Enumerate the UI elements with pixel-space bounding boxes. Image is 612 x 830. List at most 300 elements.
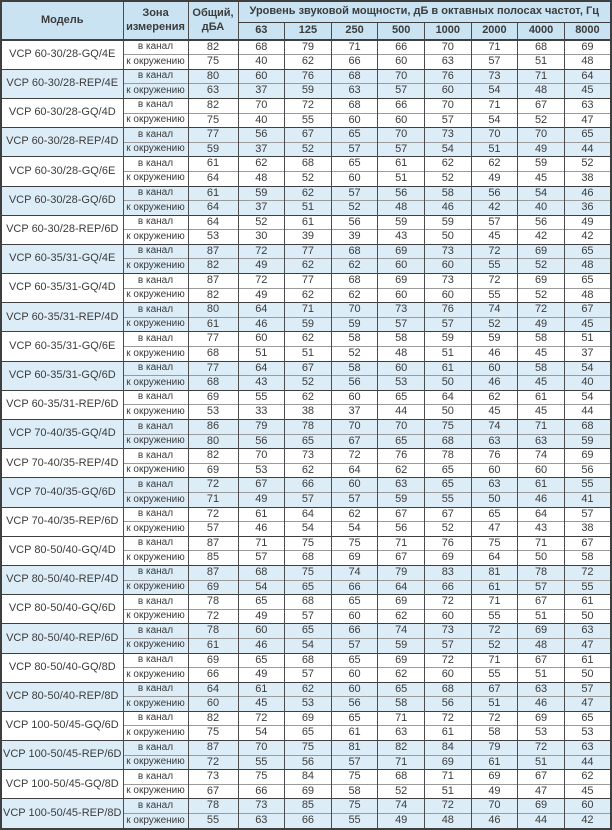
value-cell: 58: [564, 551, 611, 566]
value-cell: 87: [188, 741, 238, 756]
value-cell: 60: [471, 361, 518, 376]
value-cell: 63: [331, 84, 378, 99]
value-cell: 56: [378, 186, 425, 201]
value-cell: 50: [471, 492, 518, 507]
value-cell: 49: [378, 814, 425, 829]
value-cell: 38: [285, 405, 332, 420]
value-cell: 72: [238, 244, 285, 259]
value-cell: 51: [564, 332, 611, 347]
zone-cell-duct: в канал: [123, 69, 188, 84]
value-cell: 70: [238, 98, 285, 113]
value-cell: 45: [518, 376, 565, 391]
value-cell: 53: [188, 230, 238, 245]
col-header-freq-63: 63: [238, 22, 285, 40]
table-row-duct: [1, 449, 611, 464]
value-cell: 37: [331, 405, 378, 420]
value-cell: 67: [378, 551, 425, 566]
value-cell: 62: [238, 157, 285, 172]
value-cell: 72: [471, 244, 518, 259]
col-header-zone: Зона измерения: [123, 1, 188, 40]
value-cell: 50: [564, 668, 611, 683]
value-cell: 52: [285, 142, 332, 157]
value-cell: 69: [188, 653, 238, 668]
value-cell: 46: [425, 201, 472, 216]
value-cell: 63: [564, 741, 611, 756]
value-cell: 78: [425, 449, 472, 464]
table-row-duct: [1, 770, 611, 785]
value-cell: 65: [285, 580, 332, 595]
value-cell: 42: [564, 814, 611, 829]
value-cell: 52: [285, 171, 332, 186]
zone-cell-ambient: к окружению: [123, 376, 188, 391]
value-cell: 55: [331, 814, 378, 829]
value-cell: 60: [471, 463, 518, 478]
value-cell: 69: [518, 274, 565, 289]
value-cell: 87: [188, 565, 238, 580]
value-cell: 61: [188, 157, 238, 172]
value-cell: 57: [285, 668, 332, 683]
value-cell: 61: [564, 595, 611, 610]
value-cell: 56: [238, 128, 285, 143]
value-cell: 52: [471, 638, 518, 653]
value-cell: 72: [188, 478, 238, 493]
value-cell: 65: [378, 682, 425, 697]
table-row-duct: [1, 624, 611, 639]
model-cell: VCP 70-40/35-GQ/4D: [1, 420, 123, 449]
value-cell: 75: [285, 536, 332, 551]
value-cell: 51: [471, 697, 518, 712]
value-cell: 58: [471, 726, 518, 741]
value-cell: 68: [285, 157, 332, 172]
value-cell: 65: [238, 595, 285, 610]
value-cell: 44: [564, 142, 611, 157]
model-cell: VCP 60-30/28-REP/6D: [1, 215, 123, 244]
value-cell: 49: [238, 492, 285, 507]
value-cell: 59: [331, 317, 378, 332]
value-cell: 67: [285, 128, 332, 143]
value-cell: 82: [188, 711, 238, 726]
value-cell: 51: [518, 668, 565, 683]
value-cell: 75: [331, 770, 378, 785]
value-cell: 45: [564, 317, 611, 332]
col-header-freq-8000: 8000: [564, 22, 611, 40]
value-cell: 69: [285, 711, 332, 726]
value-cell: 56: [518, 215, 565, 230]
model-cell: VCP 60-35/31-REP/6D: [1, 390, 123, 419]
value-cell: 70: [425, 40, 472, 55]
value-cell: 56: [331, 376, 378, 391]
value-cell: 78: [188, 595, 238, 610]
value-cell: 72: [188, 507, 238, 522]
value-cell: 39: [285, 230, 332, 245]
value-cell: 71: [378, 536, 425, 551]
value-cell: 68: [378, 770, 425, 785]
value-cell: 60: [188, 697, 238, 712]
value-cell: 62: [564, 770, 611, 785]
value-cell: 72: [238, 711, 285, 726]
value-cell: 57: [331, 142, 378, 157]
value-cell: 60: [331, 390, 378, 405]
value-cell: 54: [331, 522, 378, 537]
zone-cell-duct: в канал: [123, 624, 188, 639]
value-cell: 75: [188, 726, 238, 741]
value-cell: 61: [188, 638, 238, 653]
value-cell: 71: [471, 98, 518, 113]
zone-cell-ambient: к окружению: [123, 697, 188, 712]
value-cell: 42: [564, 230, 611, 245]
value-cell: 73: [425, 624, 472, 639]
col-header-freq-500: 500: [378, 22, 425, 40]
value-cell: 60: [331, 682, 378, 697]
value-cell: 76: [425, 303, 472, 318]
model-cell: VCP 60-30/28-REP/4E: [1, 69, 123, 98]
value-cell: 73: [378, 303, 425, 318]
zone-cell-duct: в канал: [123, 770, 188, 785]
value-cell: 72: [518, 303, 565, 318]
value-cell: 50: [518, 551, 565, 566]
value-cell: 67: [188, 784, 238, 799]
value-cell: 61: [471, 580, 518, 595]
value-cell: 46: [238, 317, 285, 332]
table-body: [1, 40, 611, 829]
value-cell: 82: [188, 259, 238, 274]
zone-cell-duct: в канал: [123, 420, 188, 435]
value-cell: 63: [471, 478, 518, 493]
value-cell: 87: [188, 244, 238, 259]
value-cell: 42: [471, 201, 518, 216]
value-cell: 54: [285, 522, 332, 537]
value-cell: 60: [331, 609, 378, 624]
value-cell: 55: [471, 259, 518, 274]
value-cell: 52: [425, 171, 472, 186]
value-cell: 63: [518, 682, 565, 697]
value-cell: 80: [188, 303, 238, 318]
zone-cell-duct: в канал: [123, 244, 188, 259]
value-cell: 54: [471, 113, 518, 128]
value-cell: 70: [471, 799, 518, 814]
value-cell: 50: [564, 609, 611, 624]
zone-cell-ambient: к окружению: [123, 230, 188, 245]
zone-cell-ambient: к окружению: [123, 113, 188, 128]
value-cell: 47: [564, 697, 611, 712]
value-cell: 59: [378, 492, 425, 507]
value-cell: 78: [518, 565, 565, 580]
value-cell: 71: [331, 40, 378, 55]
value-cell: 51: [518, 609, 565, 624]
value-cell: 57: [188, 522, 238, 537]
value-cell: 63: [564, 98, 611, 113]
value-cell: 60: [238, 624, 285, 639]
value-cell: 68: [331, 244, 378, 259]
value-cell: 52: [285, 376, 332, 391]
table-row-duct: [1, 274, 611, 289]
value-cell: 75: [331, 536, 378, 551]
value-cell: 60: [564, 799, 611, 814]
value-cell: 40: [564, 376, 611, 391]
table-row-duct: [1, 98, 611, 113]
value-cell: 72: [471, 711, 518, 726]
value-cell: 55: [188, 814, 238, 829]
col-header-model: Модель: [1, 1, 123, 40]
value-cell: 54: [238, 580, 285, 595]
value-cell: 68: [188, 376, 238, 391]
value-cell: 52: [518, 113, 565, 128]
value-cell: 75: [331, 799, 378, 814]
value-cell: 60: [331, 668, 378, 683]
value-cell: 48: [564, 259, 611, 274]
zone-cell-duct: в канал: [123, 536, 188, 551]
value-cell: 49: [238, 288, 285, 303]
value-cell: 66: [331, 580, 378, 595]
value-cell: 74: [331, 565, 378, 580]
col-header-total-dba: Общий, дБА: [188, 1, 238, 40]
table-row-duct: [1, 215, 611, 230]
value-cell: 60: [425, 609, 472, 624]
value-cell: 65: [564, 274, 611, 289]
value-cell: 71: [238, 536, 285, 551]
value-cell: 66: [378, 40, 425, 55]
value-cell: 52: [378, 784, 425, 799]
value-cell: 41: [564, 492, 611, 507]
value-cell: 72: [471, 624, 518, 639]
value-cell: 51: [518, 755, 565, 770]
zone-cell-ambient: к окружению: [123, 84, 188, 99]
value-cell: 72: [238, 274, 285, 289]
zone-cell-duct: в канал: [123, 98, 188, 113]
value-cell: 69: [425, 755, 472, 770]
value-cell: 82: [188, 288, 238, 303]
value-cell: 51: [238, 347, 285, 362]
value-cell: 70: [378, 420, 425, 435]
value-cell: 60: [378, 361, 425, 376]
value-cell: 60: [238, 69, 285, 84]
table-row-duct: [1, 536, 611, 551]
value-cell: 40: [518, 201, 565, 216]
value-cell: 73: [188, 770, 238, 785]
model-cell: VCP 60-30/28-GQ/4D: [1, 98, 123, 127]
model-cell: VCP 80-50/40-REP/4D: [1, 565, 123, 594]
value-cell: 76: [378, 449, 425, 464]
value-cell: 40: [238, 113, 285, 128]
value-cell: 68: [331, 98, 378, 113]
value-cell: 57: [331, 638, 378, 653]
value-cell: 78: [188, 799, 238, 814]
zone-cell-duct: в канал: [123, 565, 188, 580]
value-cell: 62: [285, 288, 332, 303]
value-cell: 75: [188, 55, 238, 70]
value-cell: 60: [238, 332, 285, 347]
value-cell: 40: [238, 55, 285, 70]
value-cell: 61: [238, 682, 285, 697]
value-cell: 62: [378, 668, 425, 683]
value-cell: 68: [238, 40, 285, 55]
value-cell: 60: [378, 259, 425, 274]
model-cell: VCP 100-50/45-GQ/6D: [1, 711, 123, 740]
zone-cell-duct: в канал: [123, 595, 188, 610]
value-cell: 72: [518, 741, 565, 756]
value-cell: 65: [425, 463, 472, 478]
value-cell: 50: [425, 230, 472, 245]
value-cell: 69: [518, 624, 565, 639]
table-header: [1, 1, 611, 40]
value-cell: 47: [564, 638, 611, 653]
value-cell: 66: [285, 478, 332, 493]
value-cell: 67: [471, 682, 518, 697]
zone-cell-duct: в канал: [123, 449, 188, 464]
value-cell: 73: [471, 69, 518, 84]
value-cell: 67: [331, 434, 378, 449]
value-cell: 37: [238, 201, 285, 216]
value-cell: 63: [378, 478, 425, 493]
value-cell: 57: [425, 113, 472, 128]
value-cell: 66: [331, 624, 378, 639]
value-cell: 52: [518, 259, 565, 274]
value-cell: 54: [471, 84, 518, 99]
value-cell: 79: [285, 40, 332, 55]
zone-cell-ambient: к окружению: [123, 463, 188, 478]
value-cell: 65: [331, 128, 378, 143]
col-header-freq-4000: 4000: [518, 22, 565, 40]
value-cell: 59: [564, 434, 611, 449]
value-cell: 69: [331, 551, 378, 566]
value-cell: 64: [238, 303, 285, 318]
table-row-duct: [1, 186, 611, 201]
value-cell: 67: [564, 536, 611, 551]
value-cell: 38: [564, 522, 611, 537]
table-row-duct: [1, 69, 611, 84]
value-cell: 80: [188, 69, 238, 84]
value-cell: 37: [238, 84, 285, 99]
value-cell: 50: [425, 376, 472, 391]
value-cell: 60: [331, 171, 378, 186]
model-cell: VCP 60-35/31-REP/4D: [1, 303, 123, 332]
value-cell: 44: [564, 405, 611, 420]
value-cell: 61: [331, 726, 378, 741]
value-cell: 61: [285, 215, 332, 230]
value-cell: 63: [471, 434, 518, 449]
value-cell: 64: [238, 361, 285, 376]
value-cell: 68: [285, 595, 332, 610]
value-cell: 62: [331, 507, 378, 522]
value-cell: 72: [188, 609, 238, 624]
value-cell: 67: [518, 98, 565, 113]
value-cell: 61: [378, 157, 425, 172]
value-cell: 55: [471, 288, 518, 303]
value-cell: 76: [425, 536, 472, 551]
value-cell: 75: [471, 536, 518, 551]
value-cell: 73: [425, 274, 472, 289]
value-cell: 71: [378, 711, 425, 726]
value-cell: 62: [425, 157, 472, 172]
value-cell: 75: [188, 113, 238, 128]
value-cell: 57: [238, 551, 285, 566]
value-cell: 51: [471, 142, 518, 157]
value-cell: 71: [378, 755, 425, 770]
value-cell: 56: [238, 434, 285, 449]
value-cell: 69: [518, 799, 565, 814]
value-cell: 66: [188, 668, 238, 683]
zone-cell-duct: в канал: [123, 711, 188, 726]
value-cell: 74: [378, 624, 425, 639]
zone-cell-duct: в канал: [123, 361, 188, 376]
zone-cell-ambient: к окружению: [123, 171, 188, 186]
zone-cell-duct: в канал: [123, 507, 188, 522]
value-cell: 57: [331, 186, 378, 201]
value-cell: 58: [378, 332, 425, 347]
value-cell: 70: [471, 128, 518, 143]
value-cell: 60: [331, 113, 378, 128]
col-header-freq-1000: 1000: [425, 22, 472, 40]
value-cell: 45: [564, 84, 611, 99]
value-cell: 43: [378, 230, 425, 245]
value-cell: 65: [331, 595, 378, 610]
value-cell: 54: [425, 142, 472, 157]
value-cell: 66: [285, 814, 332, 829]
value-cell: 69: [378, 653, 425, 668]
value-cell: 65: [564, 244, 611, 259]
value-cell: 48: [378, 201, 425, 216]
table-row-duct: [1, 157, 611, 172]
value-cell: 49: [564, 215, 611, 230]
value-cell: 56: [378, 522, 425, 537]
value-cell: 48: [564, 55, 611, 70]
value-cell: 68: [425, 434, 472, 449]
value-cell: 75: [285, 565, 332, 580]
value-cell: 72: [425, 653, 472, 668]
value-cell: 56: [285, 755, 332, 770]
value-cell: 56: [425, 697, 472, 712]
zone-cell-duct: в канал: [123, 274, 188, 289]
value-cell: 76: [425, 69, 472, 84]
value-cell: 62: [285, 332, 332, 347]
value-cell: 61: [518, 478, 565, 493]
value-cell: 46: [564, 186, 611, 201]
zone-cell-duct: в канал: [123, 303, 188, 318]
table-row-duct: [1, 711, 611, 726]
value-cell: 71: [518, 536, 565, 551]
value-cell: 82: [378, 741, 425, 756]
value-cell: 54: [518, 186, 565, 201]
value-cell: 49: [471, 784, 518, 799]
value-cell: 57: [564, 682, 611, 697]
value-cell: 79: [238, 420, 285, 435]
value-cell: 75: [238, 770, 285, 785]
model-cell: VCP 60-30/28-GQ/6E: [1, 157, 123, 186]
value-cell: 77: [188, 361, 238, 376]
value-cell: 67: [425, 507, 472, 522]
value-cell: 57: [378, 84, 425, 99]
value-cell: 59: [238, 186, 285, 201]
value-cell: 52: [518, 288, 565, 303]
value-cell: 57: [518, 580, 565, 595]
value-cell: 65: [331, 653, 378, 668]
value-cell: 62: [285, 682, 332, 697]
value-cell: 75: [425, 420, 472, 435]
value-cell: 61: [471, 755, 518, 770]
model-cell: VCP 80-50/40-GQ/4D: [1, 536, 123, 565]
value-cell: 78: [285, 420, 332, 435]
zone-cell-ambient: к окружению: [123, 668, 188, 683]
value-cell: 57: [331, 492, 378, 507]
value-cell: 51: [425, 347, 472, 362]
value-cell: 64: [471, 551, 518, 566]
value-cell: 69: [188, 390, 238, 405]
table-row-duct: [1, 361, 611, 376]
value-cell: 57: [471, 55, 518, 70]
value-cell: 65: [238, 653, 285, 668]
value-cell: 82: [188, 98, 238, 113]
value-cell: 60: [378, 288, 425, 303]
